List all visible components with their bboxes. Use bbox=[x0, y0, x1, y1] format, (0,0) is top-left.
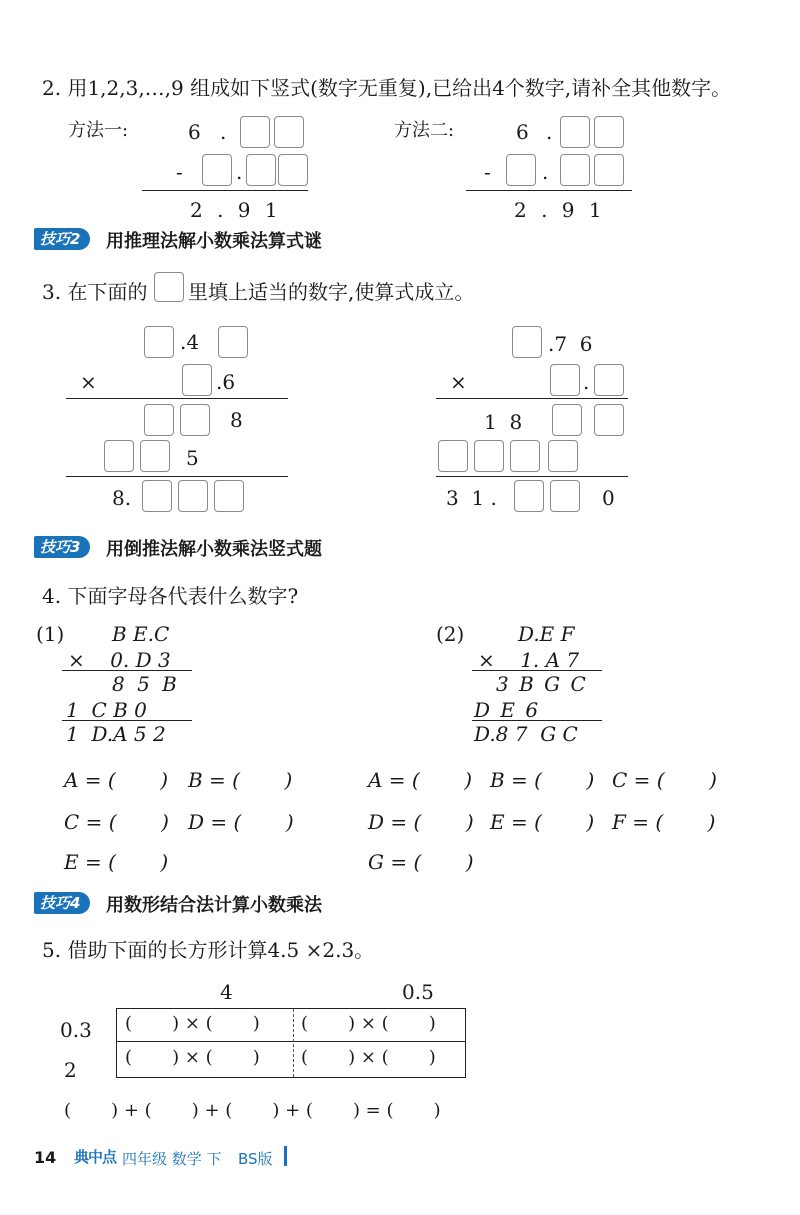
q4-p2-line bbox=[472, 670, 602, 671]
q4-p2-r1: D.E F bbox=[518, 622, 575, 646]
q4-ans-l-b[interactable]: B = ( ) bbox=[188, 768, 293, 792]
q2-m2-dot: . bbox=[542, 160, 549, 184]
q2-m1-box[interactable] bbox=[274, 116, 304, 148]
skill2-title: 用推理法解小数乘法算式谜 bbox=[106, 231, 322, 252]
q2-method1-label: 方法一: bbox=[68, 120, 129, 141]
q2-m1-box[interactable] bbox=[278, 154, 308, 186]
q5-cell-tl[interactable]: ( ) × ( ) bbox=[125, 1013, 260, 1034]
q4-p1-r3: 8 5 B bbox=[112, 672, 177, 696]
q2-m2-minus: - bbox=[484, 160, 491, 184]
q4-ans-r-g[interactable]: G = ( ) bbox=[368, 850, 474, 874]
q3-r-box[interactable] bbox=[550, 364, 580, 396]
q3-r-line bbox=[436, 476, 628, 477]
q4-p2-line bbox=[472, 720, 602, 721]
q3-r-r5a: 3 1 . bbox=[446, 486, 497, 510]
q3-r-box[interactable] bbox=[550, 480, 580, 512]
q5-cell-bl[interactable]: ( ) × ( ) bbox=[125, 1047, 260, 1068]
skill4-badge: 技巧4 bbox=[34, 892, 90, 914]
q2-m2-result: 2 . 9 1 bbox=[514, 198, 602, 222]
q5-cell-br[interactable]: ( ) × ( ) bbox=[301, 1047, 436, 1068]
q3-l-r2: .6 bbox=[216, 370, 236, 394]
q2-m2-box[interactable] bbox=[594, 116, 624, 148]
q3-l-box[interactable] bbox=[144, 404, 174, 436]
q4-p1-line bbox=[62, 670, 192, 671]
q3-l-box[interactable] bbox=[214, 480, 244, 512]
q3-l-box[interactable] bbox=[218, 326, 248, 358]
q3-l-r3: 8 bbox=[230, 408, 243, 432]
q4-ans-r-e[interactable]: E = ( ) bbox=[490, 810, 595, 834]
q5-side-top-label: 0.3 bbox=[60, 1018, 92, 1042]
q4-ans-r-c[interactable]: C = ( ) bbox=[612, 768, 717, 792]
q2-m1-box[interactable] bbox=[246, 154, 276, 186]
q3-l-times: × bbox=[80, 370, 97, 394]
q4-ans-r-a[interactable]: A = ( ) bbox=[368, 768, 473, 792]
footer-edition: BS版 bbox=[238, 1150, 273, 1168]
q2-m2-line bbox=[466, 190, 632, 191]
q3-r-box[interactable] bbox=[594, 364, 624, 396]
q2-m1-result: 2 . 9 1 bbox=[190, 198, 278, 222]
q4-p1-r4: 1 C B 0 bbox=[66, 698, 147, 722]
footer-bar bbox=[284, 1146, 287, 1166]
q3-r-r3: 1 8 bbox=[484, 410, 523, 434]
q4-p1-r5: 1 D.A 5 2 bbox=[66, 722, 166, 746]
q4-p2-r3: 3 B G C bbox=[496, 672, 586, 696]
q4-ans-r-d[interactable]: D = ( ) bbox=[368, 810, 474, 834]
skill3-title: 用倒推法解小数乘法竖式题 bbox=[106, 539, 322, 560]
q3-l-r1: .4 bbox=[180, 330, 200, 354]
q3-l-box[interactable] bbox=[104, 440, 134, 472]
q5-cell-tr[interactable]: ( ) × ( ) bbox=[301, 1013, 436, 1034]
q2-m1-dot: . bbox=[236, 160, 243, 184]
q4-ans-l-a[interactable]: A = ( ) bbox=[64, 768, 169, 792]
q4-p2-label: (2) bbox=[436, 622, 465, 646]
q3-l-line bbox=[66, 398, 288, 399]
q3-l-box[interactable] bbox=[140, 440, 170, 472]
q2-m2-six: 6 bbox=[516, 120, 529, 144]
q4-p2-r2: × 1. A 7 bbox=[478, 648, 580, 672]
q4-p2-r4: D E 6 bbox=[474, 698, 539, 722]
q2-m2-box[interactable] bbox=[506, 154, 536, 186]
q3-text-post: 里填上适当的数字,使算式成立。 bbox=[188, 280, 475, 304]
q3-l-line bbox=[66, 476, 288, 477]
q3-r-box[interactable] bbox=[474, 440, 504, 472]
q3-l-box[interactable] bbox=[180, 404, 210, 436]
q3-l-r4: 5 bbox=[186, 446, 199, 470]
q2-m2-box[interactable] bbox=[594, 154, 624, 186]
q4-p1-label: (1) bbox=[36, 622, 65, 646]
q3-l-box[interactable] bbox=[178, 480, 208, 512]
q4-p1-r2: × 0. D 3 bbox=[68, 648, 171, 672]
q2-m2-box[interactable] bbox=[560, 154, 590, 186]
q2-m2-box[interactable] bbox=[560, 116, 590, 148]
footer-grade: 四年级 数学 下 bbox=[122, 1150, 222, 1168]
q3-r-times: × bbox=[450, 370, 467, 394]
q5-sum[interactable]: ( ) + ( ) + ( ) + ( ) = ( ) bbox=[64, 1100, 441, 1121]
q2-method2-label: 方法二: bbox=[394, 120, 455, 141]
q4-ans-l-d[interactable]: D = ( ) bbox=[188, 810, 294, 834]
q3-example-box bbox=[154, 272, 184, 302]
q4-ans-l-e[interactable]: E = ( ) bbox=[64, 850, 169, 874]
brand-logo: 典中点 bbox=[74, 1148, 117, 1166]
q3-l-box[interactable] bbox=[142, 480, 172, 512]
q2-m1-line bbox=[142, 190, 308, 191]
page-number: 14 bbox=[34, 1148, 57, 1167]
q3-l-box[interactable] bbox=[182, 364, 212, 396]
q2-m1-six: 6 bbox=[188, 120, 201, 144]
q3-r-box[interactable] bbox=[510, 440, 540, 472]
q2-m1-box[interactable] bbox=[202, 154, 232, 186]
q3-l-r5: 8. bbox=[112, 486, 132, 510]
q5-col-divider bbox=[293, 1009, 294, 1077]
q4-p1-r1: B E.C bbox=[112, 622, 170, 646]
q3-r-dot: . bbox=[583, 370, 590, 394]
q3-r-line bbox=[436, 398, 628, 399]
q3-r-box[interactable] bbox=[438, 440, 468, 472]
q2-m1-minus: - bbox=[176, 160, 183, 184]
q5-rectangle bbox=[116, 1008, 466, 1078]
skill4-title: 用数形结合法计算小数乘法 bbox=[106, 895, 322, 916]
q3-r-box[interactable] bbox=[548, 440, 578, 472]
q3-r-box[interactable] bbox=[512, 326, 542, 358]
q3-r-box[interactable] bbox=[594, 404, 624, 436]
q2-m2-dot: . bbox=[546, 120, 553, 144]
q3-r-r1: .7 6 bbox=[548, 332, 593, 356]
q2-m1-dot: . bbox=[220, 120, 227, 144]
skill2-badge: 技巧2 bbox=[34, 228, 90, 250]
q4-text: 4. 下面字母各代表什么数字? bbox=[42, 584, 299, 608]
q4-ans-r-f[interactable]: F = ( ) bbox=[612, 810, 716, 834]
q5-top-right-label: 0.5 bbox=[402, 980, 434, 1004]
q5-row-divider bbox=[117, 1041, 465, 1042]
q4-ans-r-b[interactable]: B = ( ) bbox=[490, 768, 595, 792]
q4-p2-r5: D.8 7 G C bbox=[474, 722, 578, 746]
q3-l-box[interactable] bbox=[144, 326, 174, 358]
q4-ans-l-c[interactable]: C = ( ) bbox=[64, 810, 169, 834]
skill3-badge: 技巧3 bbox=[34, 536, 90, 558]
q4-p1-line bbox=[62, 720, 192, 721]
q3-text-pre: 3. 在下面的 bbox=[42, 280, 148, 304]
q3-r-r5b: 0 bbox=[602, 486, 615, 510]
q3-r-box[interactable] bbox=[514, 480, 544, 512]
q5-top-left-label: 4 bbox=[220, 980, 233, 1004]
q2-m1-box[interactable] bbox=[240, 116, 270, 148]
q2-text: 2. 用1,2,3,…,9 组成如下竖式(数字无重复),已给出4个数字,请补全其他数字。 bbox=[42, 76, 732, 100]
q5-side-bottom-label: 2 bbox=[64, 1058, 77, 1082]
q5-text: 5. 借助下面的长方形计算4.5 ×2.3。 bbox=[42, 938, 375, 962]
q3-r-box[interactable] bbox=[552, 404, 582, 436]
